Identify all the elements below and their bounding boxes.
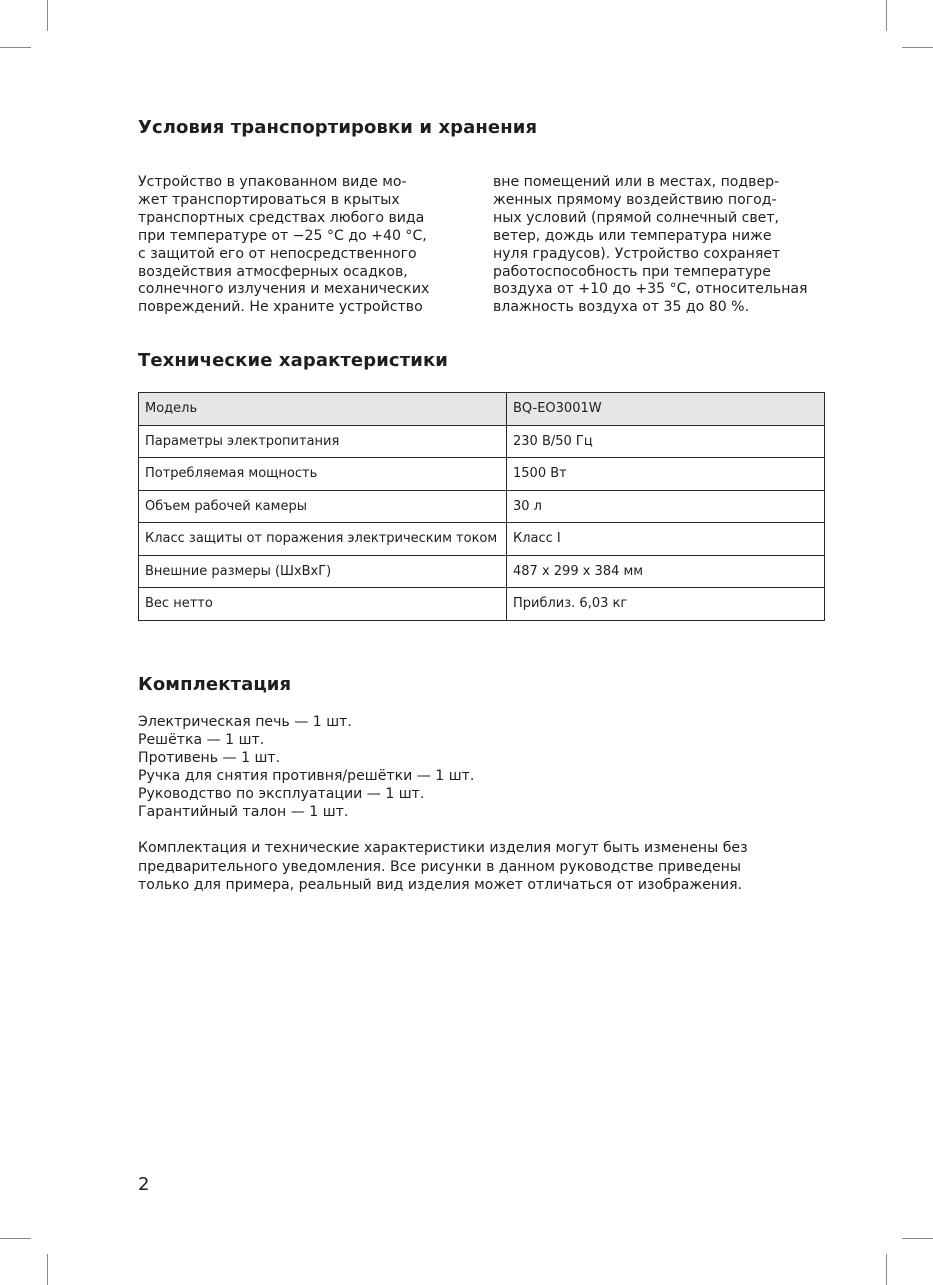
spec-label: Класс защиты от поражения электрическим током [139,523,507,556]
text-line: с защитой его от непосредственного [138,245,417,262]
text-line: солнечного излучения и механических [138,281,430,298]
text-line: транспортных средствах любого вида [138,209,425,226]
kit-list [138,713,474,822]
crop-mark [902,1238,933,1239]
crop-mark [47,0,48,31]
transport-heading: Условия транспортировки и хранения [138,117,538,138]
text-line: вне помещений или в местах, подвер- [493,174,780,190]
crop-mark [47,1254,48,1285]
spec-label: Объем рабочей камеры [139,490,507,523]
text-line: при температуре от −25 °С до +40 °С, [138,227,427,244]
spec-value: Класс I [507,523,825,556]
kit-heading: Комплектация [138,674,292,695]
spec-value: 30 л [507,490,825,523]
text-line: воздействия атмосферных осадков, [138,263,408,280]
crop-mark [0,1238,31,1239]
list-item: Ручка для снятия противня/решётки — 1 шт. [138,768,475,785]
crop-mark [886,1254,887,1285]
spec-label: Внешние размеры (ШхВхГ) [139,555,507,588]
spec-value: Приблиз. 6,03 кг [507,588,825,621]
spec-label: Параметры электропитания [139,425,507,458]
table-row [139,588,825,621]
crop-mark [0,47,31,48]
transport-text-right [493,174,853,317]
text-line: влажность воздуха от 35 до 80 %. [493,299,750,316]
specs-heading: Технические характеристики [138,350,448,371]
spec-value: 230 В/50 Гц [507,425,825,458]
disclaimer-note [138,839,748,895]
spec-value: 1500 Вт [507,458,825,491]
spec-label: Вес нетто [139,588,507,621]
spec-value: BQ-EO3001W [507,393,825,426]
text-line: ных условий (прямой солнечный свет, [493,209,780,226]
text-line: жет транспортироваться в крытых [138,191,400,208]
text-line: Устройство в упакованном виде мо- [138,174,407,190]
list-item: Гарантийный талон — 1 шт. [138,804,349,821]
spec-value: 487 x 299 x 384 мм [507,555,825,588]
text-line: нуля градусов). Устройство сохраняет [493,245,781,262]
table-row [139,393,825,426]
table-row [139,490,825,523]
list-item: Электрическая печь — 1 шт. [138,714,352,730]
list-item: Руководство по эксплуатации — 1 шт. [138,786,425,803]
table-row [139,458,825,491]
text-line: только для примера, реальный вид изделия может отличаться от изображения. [138,877,743,893]
crop-mark [902,47,933,48]
spec-label: Потребляемая мощность [139,458,507,491]
table-row [139,425,825,458]
text-line: Комплектация и технические характеристики изделия могут быть изменены без [138,840,748,856]
text-line: предварительного уведомления. Все рисунки в данном руководстве приведены [138,858,742,875]
text-line: женных прямому воздействию погод- [493,191,777,208]
specs-table [138,392,825,621]
text-line: работоспособность при температуре [493,263,771,280]
list-item: Решётка — 1 шт. [138,732,265,749]
table-row [139,555,825,588]
text-line: повреждений. Не храните устройство [138,299,423,316]
spec-label: Модель [139,393,507,426]
crop-mark [886,0,887,31]
table-row [139,523,825,556]
text-line: ветер, дождь или температура ниже [493,227,772,244]
transport-text-left [138,174,498,317]
list-item: Противень — 1 шт. [138,750,281,767]
page-number: 2 [138,1174,150,1195]
text-line: воздуха от +10 до +35 °С, относительная [493,281,808,298]
